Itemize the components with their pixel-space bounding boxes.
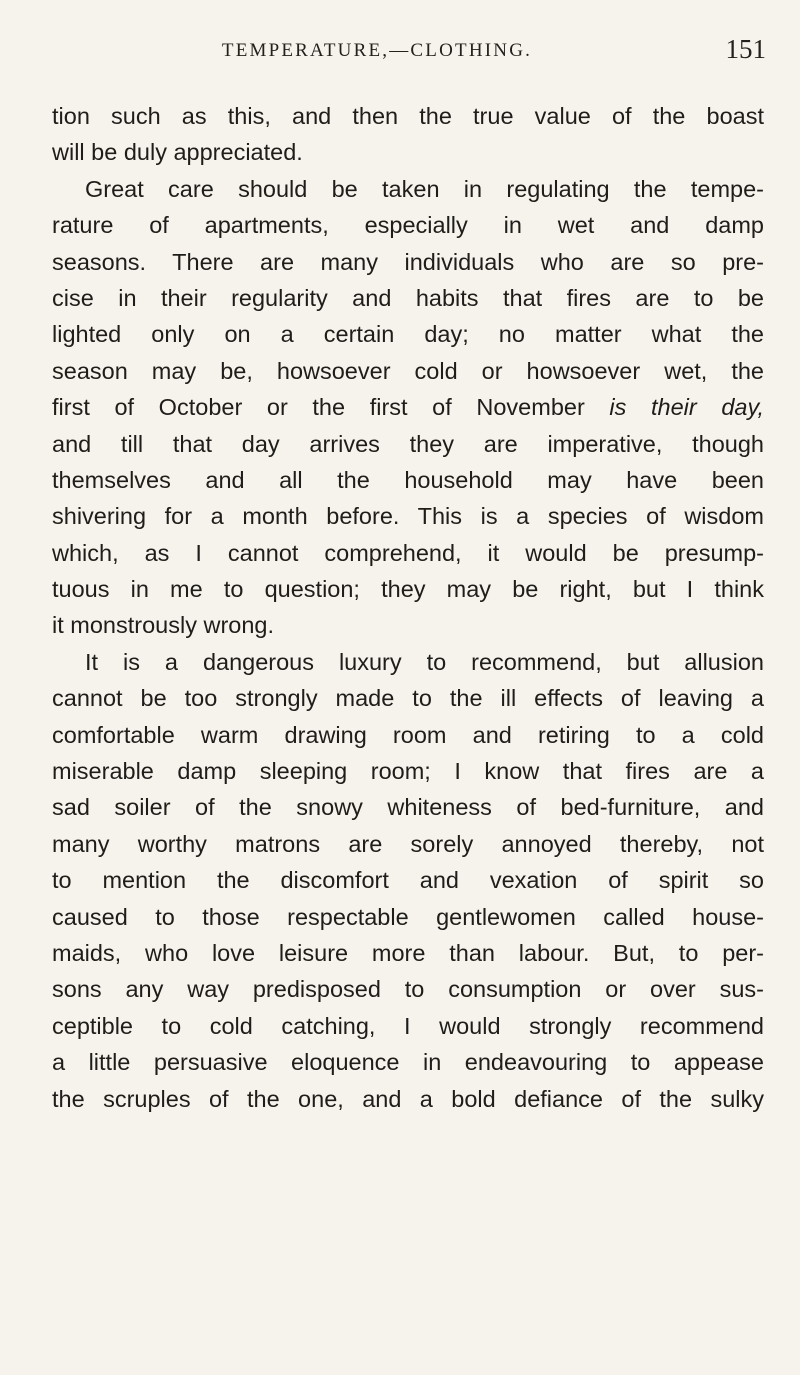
text-line: sad soiler of the snowy whiteness of bed-furniture, and <box>52 794 764 821</box>
text-line: it monstrously wrong. <box>52 612 275 639</box>
text-line: miserable damp sleeping room; I know that fires are a <box>52 758 764 785</box>
text-line: comfortable warm drawing room and retiring to a cold <box>52 721 764 748</box>
text-line: ceptible to cold catching, I would strongly recommend <box>52 1012 764 1039</box>
text-line: tuous in me to question; they may be right, but I think <box>52 576 764 603</box>
text-line: cannot be too strongly made to the ill effects of leaving a <box>52 685 764 712</box>
text-line: many worthy matrons are sorely annoyed thereby, not <box>52 830 764 857</box>
text-segment: first of October or the first of November <box>52 394 610 421</box>
text-line: the scruples of the one, and a bold defiance of the sulky <box>52 1085 764 1112</box>
italic-emphasis: is their day, <box>609 394 764 421</box>
body-text <box>52 98 764 1117</box>
text-line: will be duly appreciated. <box>52 139 303 166</box>
text-line: caused to those respectable gentlewomen called house- <box>52 903 764 930</box>
text-line <box>52 389 764 425</box>
text-line: a little persuasive eloquence in endeavouring to appease <box>52 1049 764 1076</box>
text-line: rature of apartments, especially in wet and damp <box>52 212 764 239</box>
text-line: and till that day arrives they are imperative, though <box>52 430 764 457</box>
page-number: 151 <box>725 34 766 64</box>
text-line: tion such as this, and then the true value of the boast <box>52 103 764 129</box>
text-line: season may be, howsoever cold or howsoever wet, the <box>52 357 764 384</box>
paragraph-start-line: It is a dangerous luxury to recommend, but allusion <box>85 648 764 675</box>
text-line: maids, who love leisure more than labour. But, to per- <box>52 939 764 966</box>
running-title: TEMPERATURE,—CLOTHING. <box>221 40 533 61</box>
paragraph-start-line: Great care should be taken in regulating the tempe- <box>85 175 764 202</box>
text-line: lighted only on a certain day; no matter what the <box>52 321 764 348</box>
text-line: sons any way predisposed to consumption or over sus- <box>52 976 764 1003</box>
text-line: shivering for a month before. This is a species of wisdom <box>52 503 764 530</box>
text-line: seasons. There are many individuals who are so pre- <box>52 248 764 275</box>
running-head <box>52 34 772 74</box>
text-line: which, as I cannot comprehend, it would be presump- <box>52 539 764 566</box>
text-line: cise in their regularity and habits that fires are to be <box>52 284 764 311</box>
text-line: themselves and all the household may have been <box>52 466 764 493</box>
text-line: to mention the discomfort and vexation of spirit so <box>52 867 764 894</box>
